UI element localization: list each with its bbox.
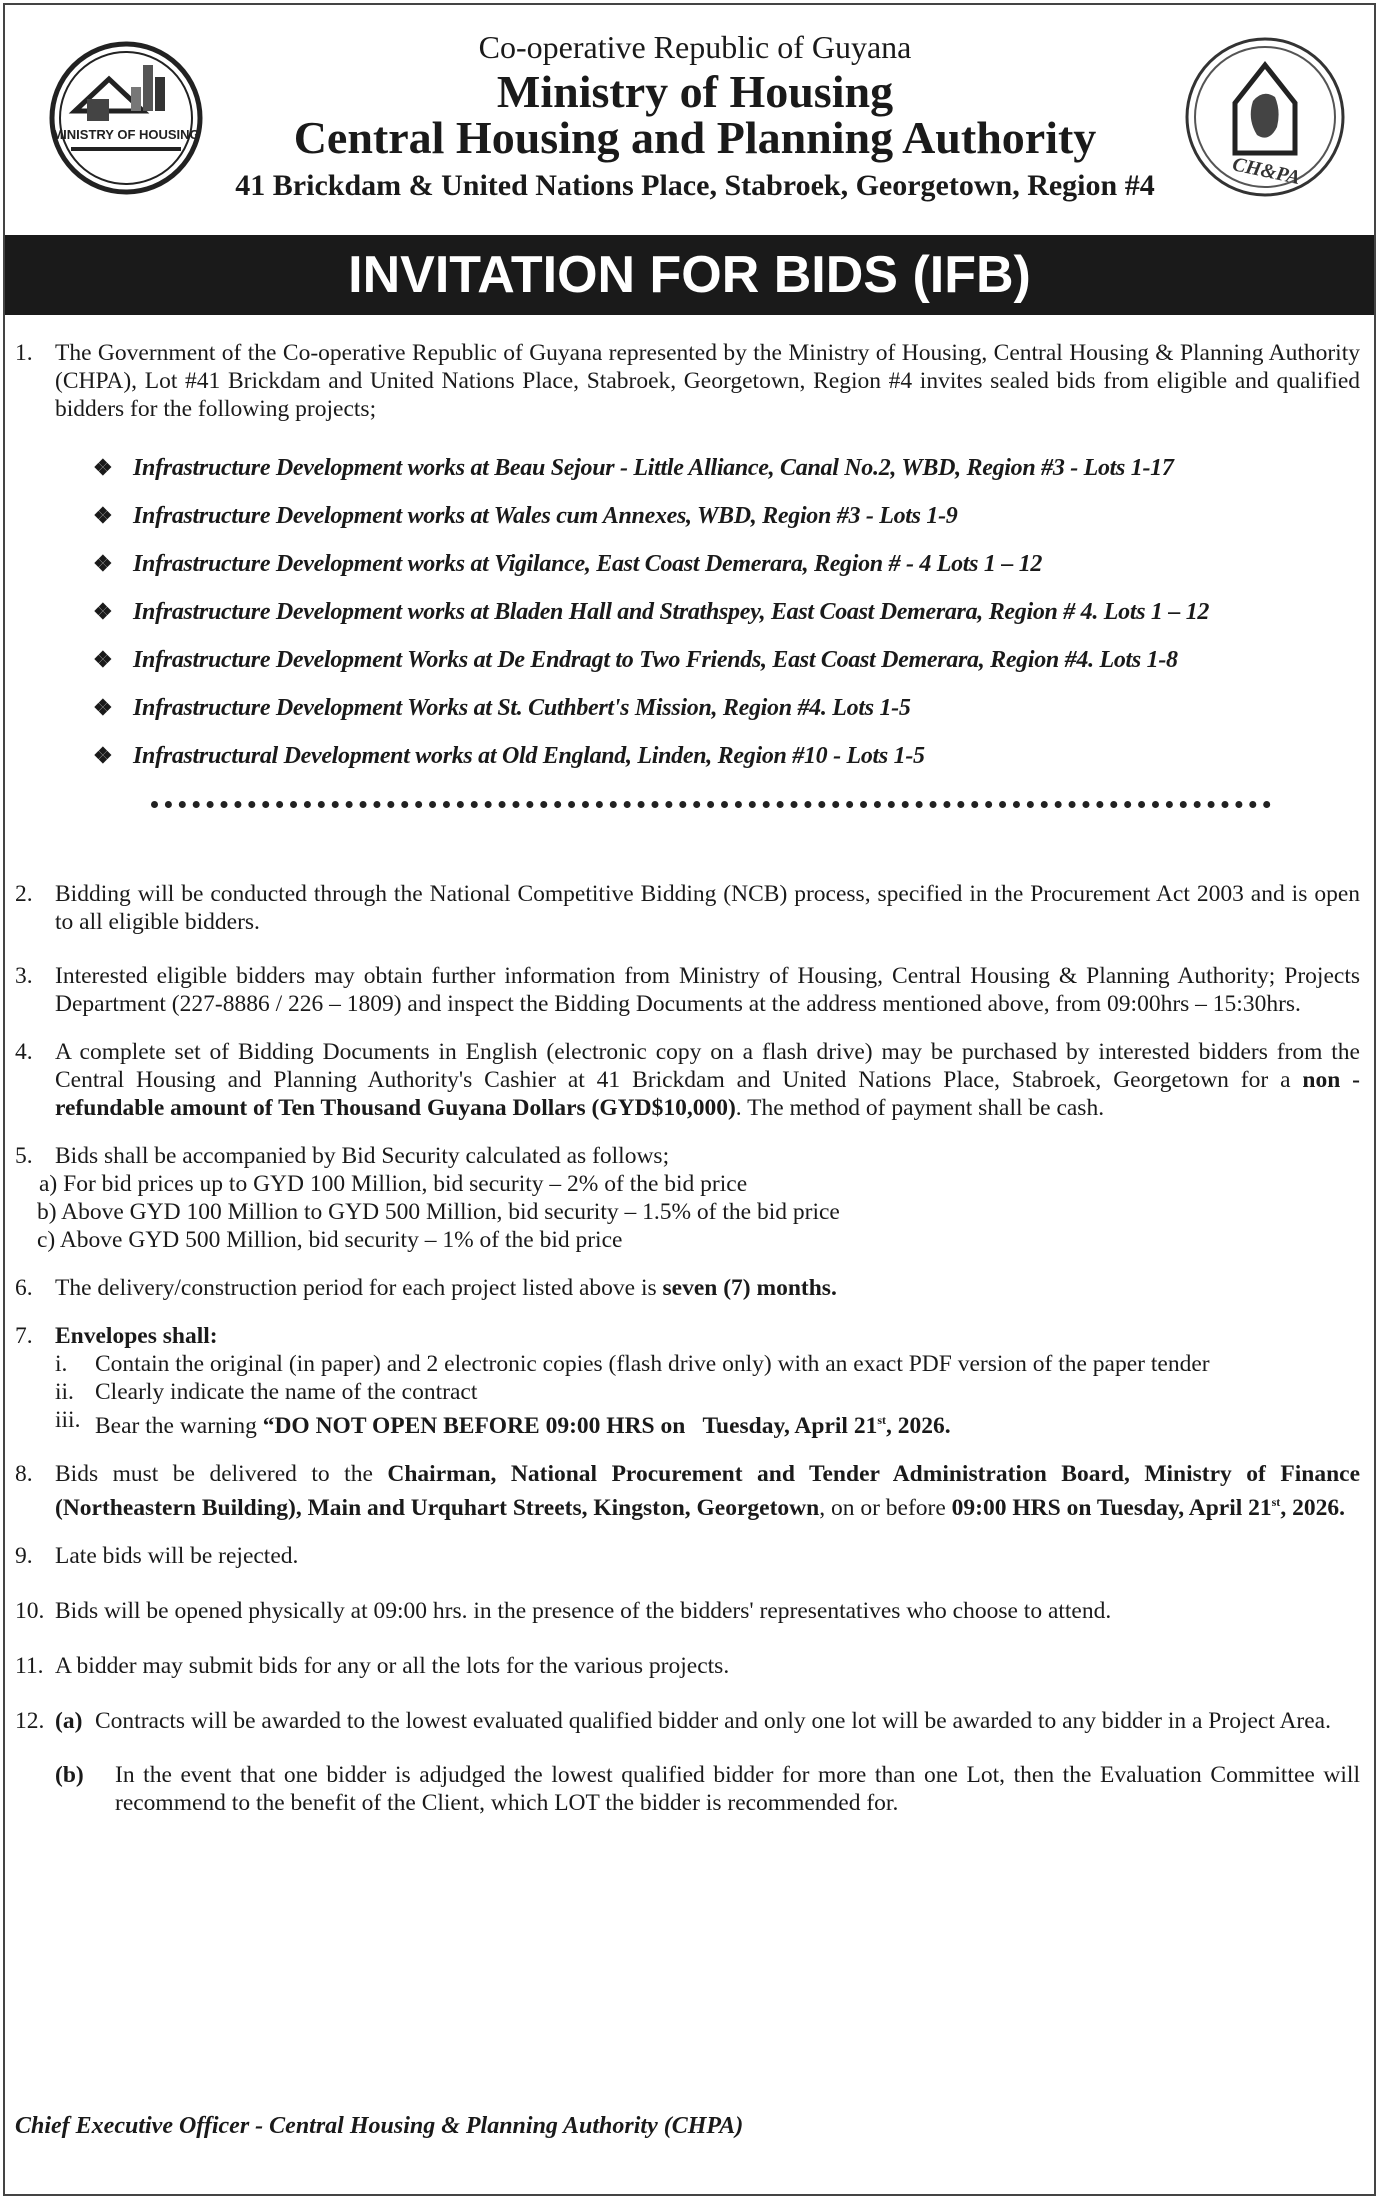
bid-security-item: b) Above GYD 100 Million to GYD 500 Million, bid security – 1.5% of the bid price — [37, 1199, 840, 1225]
fee-amount: non - refundable amount of Ten Thousand Guyana Dollars (GYD$10,000) — [55, 1067, 1361, 1121]
project-list — [15, 453, 1360, 789]
content — [15, 339, 1360, 1817]
bullet-icon: ❖ — [93, 743, 113, 768]
paragraph-1 — [15, 339, 1360, 423]
paragraph-10: 10. Bids will be opened physically at 09:00 hrs. in the presence of the bidders' representatives who choose to attend. — [15, 1597, 1112, 1624]
bullet-icon: ❖ — [93, 455, 113, 480]
project-item: ❖ Infrastructure Development Works at St. Cuthbert's Mission, Region #4. Lots 1-5 — [93, 695, 911, 721]
paragraph-8: 8. Bids must be delivered to the Chairman, National Procurement and Tender Administration Board, Ministry of Finance (Northeastern Building), Main and Urquhart Streets, Kingston, Georgetown, on or before 09:00 HRS on Tuesday, April 21st, 2026. — [15, 1460, 1360, 1521]
advertisement-page — [3, 3, 1376, 2196]
svg-text:MINISTRY OF HOUSING: MINISTRY OF HOUSING — [52, 127, 200, 142]
envelope-item: i. Contain the original (in paper) and 2 electronic copies (flash drive only) with an exact PDF version of the paper tender — [55, 1351, 1210, 1377]
header — [5, 5, 1374, 233]
project-item: ❖ Infrastructure Development Works at De Endragt to Two Friends, East Coast Demerara, Region #4. Lots 1-8 — [93, 647, 1178, 673]
bullet-icon: ❖ — [93, 503, 113, 528]
project-item: ❖ Infrastructure Development works at Vigilance, East Coast Demerara, Region # - 4 Lots 1 – 12 — [93, 551, 1043, 577]
bid-security-item: c) Above GYD 500 Million, bid security – 1% of the bid price — [37, 1227, 623, 1253]
paragraph-3: 3. Interested eligible bidders may obtain further information from Ministry of Housing, Central Housing & Planning Authority; Projects Department (227-8886 / 226 – 1809) and inspect the Bidding Documents at the address mentioned above, from 09:00hrs – 15:30hrs. — [15, 963, 1360, 1017]
dotted-divider — [151, 801, 1271, 818]
authority-name: Central Housing and Planning Authority — [293, 112, 1097, 163]
paragraph-number: 1. — [15, 340, 33, 366]
bullet-icon: ❖ — [93, 647, 113, 672]
project-item: ❖ Infrastructural Development works at Old England, Linden, Region #10 - Lots 1-5 — [93, 743, 925, 769]
paragraph-9: 9. Late bids will be rejected. — [15, 1542, 299, 1569]
paragraph-4: 4. A complete set of Bidding Documents in English (electronic copy on a flash drive) may be purchased by interested bidders from the Central Housing and Planning Authority's Cashier at 41 Brickdam and United Nations Place, Stabroek, Georgetown for a non - refundable amount of Ten Thousand Guyana Dollars (GYD$10,000). The method of payment shall be cash. — [15, 1039, 1361, 1121]
bullet-icon: ❖ — [93, 551, 113, 576]
project-item: ❖ Infrastructure Development works at Bladen Hall and Strathspey, East Coast Demerara, Region # 4. Lots 1 – 12 — [93, 599, 1210, 625]
svg-text:CH&PA: CH&PA — [1230, 153, 1303, 190]
chpa-logo — [1183, 35, 1347, 199]
ministry-of-housing-logo — [47, 39, 205, 197]
project-item: ❖ Infrastructure Development works at Wales cum Annexes, WBD, Region #3 - Lots 1-9 — [93, 503, 958, 529]
paragraph-5: 5. Bids shall be accompanied by Bid Security calculated as follows; — [15, 1143, 670, 1169]
project-item: ❖ Infrastructure Development works at Beau Sejour - Little Alliance, Canal No.2, WBD, Region #3 - Lots 1-17 — [93, 455, 1174, 481]
envelope-item: ii. Clearly indicate the name of the contract — [55, 1379, 478, 1405]
paragraph-7: 7. Envelopes shall: — [15, 1323, 218, 1349]
bid-security-item: a) For bid prices up to GYD 100 Million, bid security – 2% of the bid price — [39, 1171, 748, 1197]
bullet-icon: ❖ — [93, 599, 113, 624]
address: 41 Brickdam & United Nations Place, Stabroek, Georgetown, Region #4 — [235, 169, 1155, 202]
paragraph-6: 6. The delivery/construction period for each project listed above is seven (7) months. — [15, 1275, 837, 1301]
paragraph-12: 12. (a) Contracts will be awarded to the lowest evaluated qualified bidder and only one lot will be awarded to any bidder in a Project Area. (b) In the event that one bidder is adjudged the lowest qualified bidder for more than one Lot, then the Evaluation Committee will recommend to the benefit of the Client, which LOT the bidder is recommended for. — [15, 1707, 1360, 1816]
country-name: Co-operative Republic of Guyana — [478, 29, 912, 65]
paragraph-11: 11. A bidder may submit bids for any or all the lots for the various projects. — [15, 1652, 730, 1679]
ministry-name: Ministry of Housing — [496, 66, 894, 117]
envelope-item: iii. Bear the warning “DO NOT OPEN BEFORE 09:00 HRS on Tuesday, April 21st, 2026. — [55, 1407, 951, 1439]
ifb-title-banner: INVITATION FOR BIDS (IFB) — [5, 235, 1374, 315]
signature-line: Chief Executive Officer - Central Housing & Planning Authority (CHPA) — [15, 2113, 744, 2139]
paragraph-2: 2. Bidding will be conducted through the National Competitive Bidding (NCB) process, specified in the Procurement Act 2003 and is open to all eligible bidders. — [15, 881, 1360, 935]
delivery-period: seven (7) months. — [662, 1275, 837, 1301]
paragraph-text: The Government of the Co-operative Republic of Guyana represented by the Ministry of Housing, Central Housing & Planning Authority (CHPA), Lot #41 Brickdam and United Nations Place, Stabroek, Georgetown, Region #4 invites sealed bids from eligible and qualified bidders for the following projects; — [55, 340, 1360, 422]
bullet-icon: ❖ — [93, 695, 113, 720]
